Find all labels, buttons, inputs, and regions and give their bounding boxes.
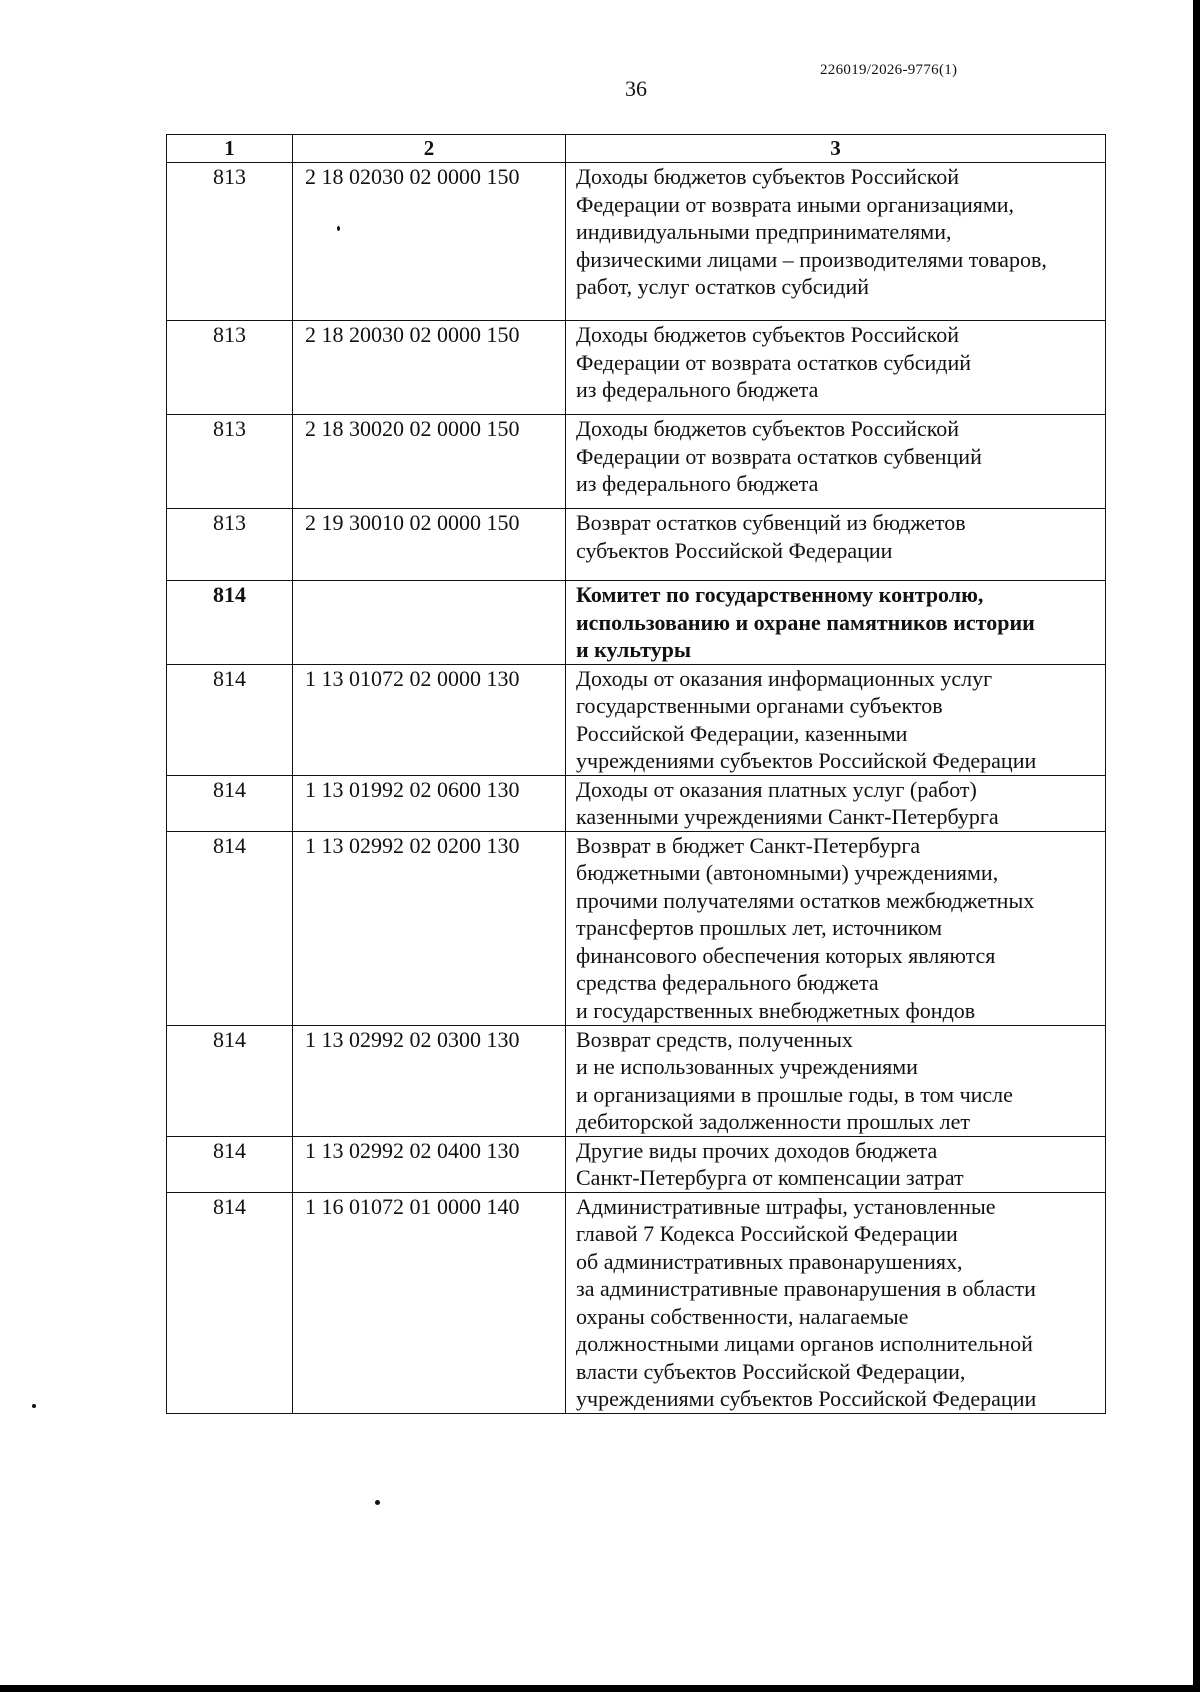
income-name-cell: [566, 1136, 1106, 1192]
income-name-line: Другие виды прочих доходов бюджета: [576, 1137, 938, 1163]
table-row: [167, 1192, 1106, 1413]
admin-code-cell: 814: [167, 1136, 293, 1192]
admin-code-cell: 814: [167, 1192, 293, 1413]
income-name-line: казенными учреждениями Санкт-Петербурга: [576, 804, 999, 829]
income-name-cell: [566, 1192, 1106, 1413]
admin-code-cell: 814: [167, 775, 293, 831]
scan-border-bottom: [0, 1685, 1200, 1692]
budget-code-cell: 1 13 01072 02 0000 130: [293, 664, 566, 775]
income-name-cell: [566, 664, 1106, 775]
income-name-line: Доходы бюджетов субъектов Российской: [576, 322, 960, 347]
table-row: [167, 509, 1106, 581]
table-row: [167, 664, 1106, 775]
budget-code-cell: 2 18 20030 02 0000 150: [293, 321, 566, 415]
income-name-line: из федерального бюджета: [576, 377, 819, 402]
income-name-cell: [566, 1025, 1106, 1136]
column-header-1: 1: [167, 135, 293, 163]
income-name-line: Возврат в бюджет Санкт-Петербурга: [576, 832, 921, 858]
income-name-line: главой 7 Кодекса Российской Федерации: [576, 1221, 958, 1246]
table-row: [167, 163, 1106, 321]
income-name-line: об административных правонарушениях,: [576, 1248, 963, 1274]
scan-border-right: [1193, 0, 1200, 1692]
admin-code-cell: 813: [167, 163, 293, 321]
budget-code-cell: 1 13 02992 02 0200 130: [293, 831, 566, 1025]
income-name-line: Возврат средств, полученных: [576, 1026, 853, 1052]
income-name-line: субъектов Российской Федерации: [576, 537, 893, 563]
income-name-line: за административные правонарушения в области: [576, 1276, 1036, 1301]
income-name-line: индивидуальными предпринимателями,: [576, 219, 952, 244]
table-row: [167, 831, 1106, 1025]
scan-speck: [375, 1500, 380, 1505]
table-row: [167, 321, 1106, 415]
budget-codes-table: [166, 134, 1106, 1414]
income-name-line: Доходы от оказания платных услуг (работ): [576, 776, 977, 802]
income-name-line: Федерации от возврата остатков субсидий: [576, 349, 972, 375]
budget-code-cell: 2 18 02030 02 0000 150: [293, 163, 566, 321]
admin-code-cell: 813: [167, 321, 293, 415]
income-name-cell: [566, 321, 1106, 415]
income-name-line: государственными органами субъектов: [576, 693, 943, 718]
budget-code-cell: 1 13 02992 02 0400 130: [293, 1136, 566, 1192]
table-row: [167, 775, 1106, 831]
admin-code-cell: 813: [167, 509, 293, 581]
income-name-line: Доходы бюджетов субъектов Российской: [576, 164, 960, 189]
income-name-line: должностными лицами органов исполнительной: [576, 1331, 1033, 1356]
table-header-row: [167, 135, 1106, 163]
admin-code-cell: 814: [167, 831, 293, 1025]
table-row: [167, 581, 1106, 665]
income-name-line: власти субъектов Российской Федерации,: [576, 1358, 966, 1384]
income-name-cell: [566, 415, 1106, 509]
income-name-line: дебиторской задолженности прошлых лет: [576, 1109, 970, 1134]
budget-code-cell: 1 13 01992 02 0600 130: [293, 775, 566, 831]
column-header-2: 2: [293, 135, 566, 163]
income-name-line: финансового обеспечения которых являются: [576, 942, 996, 968]
income-name-line: Федерации от возврата иными организациями,: [576, 191, 1015, 217]
income-name-line: работ, услуг остатков субсидий: [576, 274, 870, 299]
income-name-line: бюджетными (автономными) учреждениями,: [576, 860, 999, 885]
income-name-line: средства федерального бюджета: [576, 970, 879, 995]
column-header-3: 3: [566, 135, 1106, 163]
document-id: 226019/2026-9776(1): [820, 62, 958, 78]
income-name-line: прочими получателями остатков межбюджетных: [576, 887, 1035, 913]
admin-code-cell: 814: [167, 664, 293, 775]
income-name-cell: [566, 163, 1106, 321]
income-name-line: Российской Федерации, казенными: [576, 720, 908, 746]
page-number: 36: [625, 76, 647, 101]
income-name-line: Доходы от оказания информационных услуг: [576, 665, 993, 691]
income-name-line: из федерального бюджета: [576, 471, 819, 496]
income-name-line: Комитет по государственному контролю,: [576, 582, 984, 607]
table-row: [167, 1025, 1106, 1136]
budget-code-cell: 1 13 02992 02 0300 130: [293, 1025, 566, 1136]
income-name-line: и организациями в прошлые годы, в том числе: [576, 1081, 1013, 1107]
table-body: [167, 163, 1106, 1414]
income-name-line: Доходы бюджетов субъектов Российской: [576, 416, 960, 441]
admin-code-cell: 813: [167, 415, 293, 509]
admin-code-cell: 814: [167, 1025, 293, 1136]
income-name-cell: [566, 509, 1106, 581]
income-name-cell: [566, 581, 1106, 665]
budget-code-cell: [293, 581, 566, 665]
income-name-line: Санкт-Петербурга от компенсации затрат: [576, 1165, 964, 1190]
income-name-line: учреждениями субъектов Российской Федерации: [576, 748, 1037, 773]
income-name-line: и государственных внебюджетных фондов: [576, 997, 976, 1023]
budget-code-cell: 2 18 30020 02 0000 150: [293, 415, 566, 509]
income-name-line: Возврат остатков субвенций из бюджетов: [576, 510, 966, 535]
table-row: [167, 1136, 1106, 1192]
admin-code-cell: 814: [167, 581, 293, 665]
income-name-line: трансфертов прошлых лет, источником: [576, 915, 943, 940]
income-name-cell: [566, 831, 1106, 1025]
scan-speck: [32, 1404, 36, 1408]
income-name-line: учреждениями субъектов Российской Федерации: [576, 1386, 1037, 1411]
income-name-line: охраны собственности, налагаемые: [576, 1303, 909, 1329]
income-name-line: Административные штрафы, установленные: [576, 1193, 996, 1219]
income-name-cell: [566, 775, 1106, 831]
income-name-line: и культуры: [576, 637, 692, 662]
scan-speck: [337, 226, 340, 231]
table-row: [167, 415, 1106, 509]
income-name-line: Федерации от возврата остатков субвенций: [576, 443, 982, 469]
budget-code-cell: 1 16 01072 01 0000 140: [293, 1192, 566, 1413]
budget-code-cell: 2 19 30010 02 0000 150: [293, 509, 566, 581]
income-name-line: физическими лицами – производителями товаров,: [576, 246, 1047, 272]
income-name-line: использованию и охране памятников истории: [576, 609, 1035, 635]
income-name-line: и не использованных учреждениями: [576, 1054, 918, 1079]
